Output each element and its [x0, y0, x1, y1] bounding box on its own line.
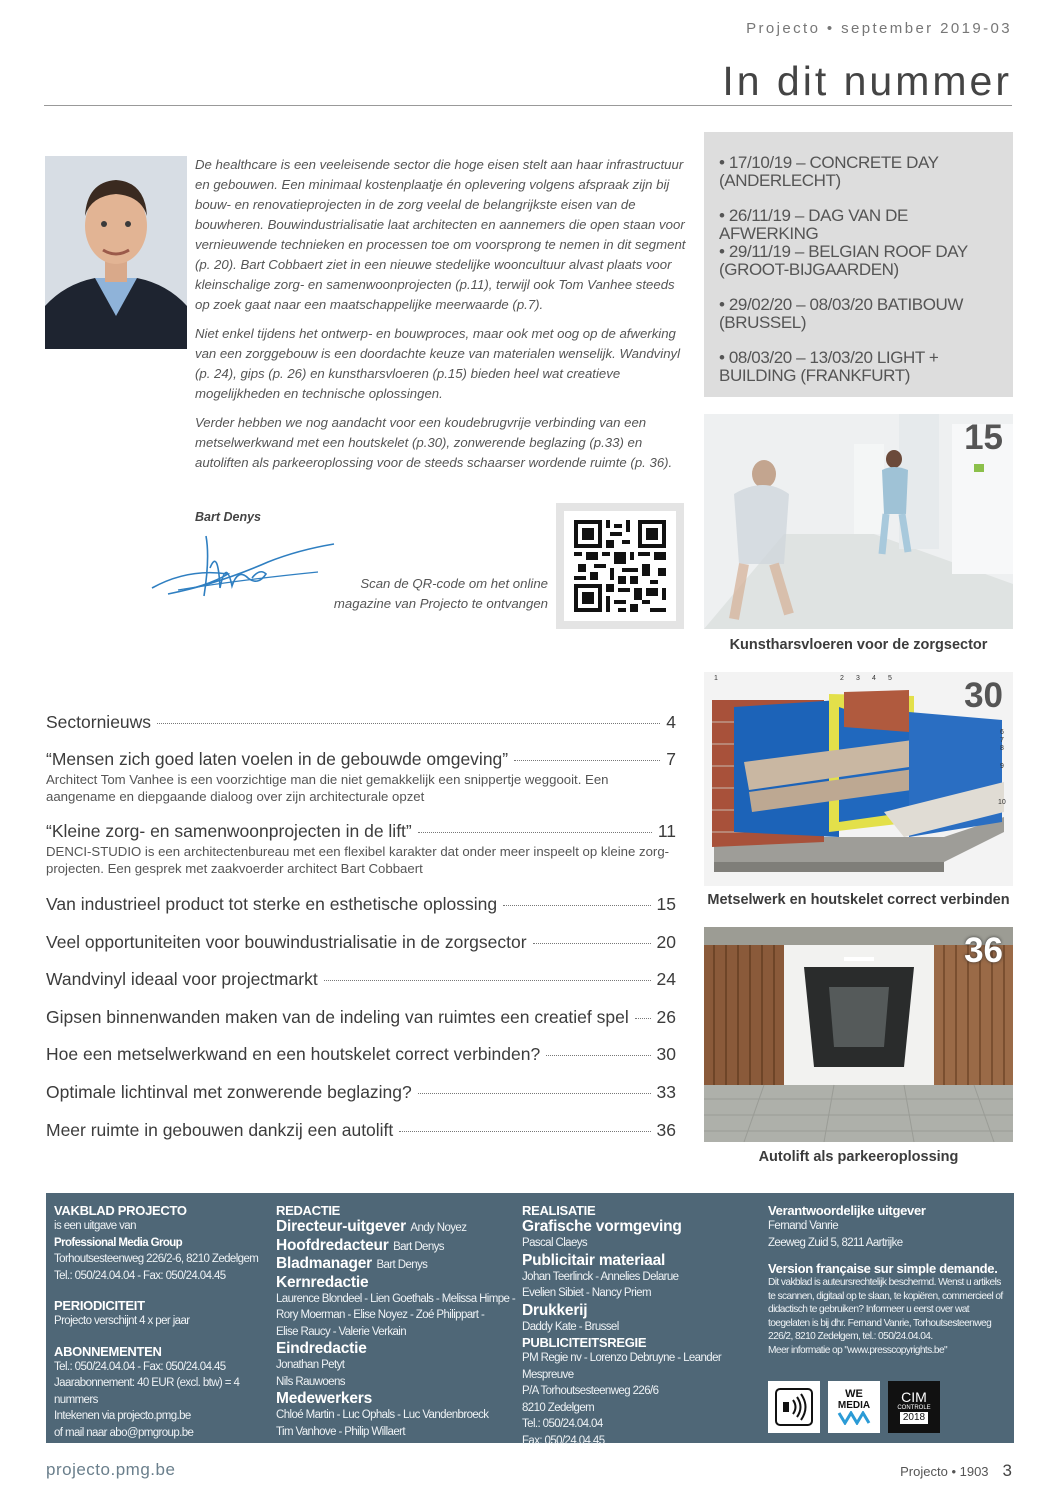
feature-caption: Metselwerk en houtskelet correct verbinden [707, 892, 1010, 908]
colophon-line: Zeeweg Zuid 5, 8211 Aartrijke [768, 1236, 903, 1249]
toc-title: “Kleine zorg- en samenwoonprojecten in de lift” [46, 821, 412, 841]
toc-title: Meer ruimte in gebouwen dankzij een autolift [46, 1120, 394, 1140]
colophon-heading: REDACTIE [276, 1203, 341, 1218]
diagram-label: 4 [872, 675, 876, 682]
qr-code[interactable] [556, 503, 684, 629]
colophon-line: is een uitgave van [54, 1220, 136, 1232]
logo-text: WE [845, 1388, 863, 1400]
colophon-line: Chloé Martin - Luc Ophals - Luc Vandenbroeck [276, 1409, 489, 1421]
qr-code-icon [574, 520, 666, 612]
audio-logo [768, 1381, 820, 1433]
colophon-line: Laurence Blondeel - Lien Goethals - Melissa Himpe - [276, 1292, 516, 1305]
editor-portrait [45, 156, 187, 349]
colophon-line: Pascal Claeys [522, 1237, 588, 1249]
event-item: • 08/03/20 – 13/03/20 LIGHT + BUILDING (FRANKFURT) [719, 348, 939, 385]
editorial-text [195, 155, 687, 482]
colophon-heading: Version française sur simple demande. [768, 1261, 998, 1276]
feature-page-number: 15 [964, 418, 1003, 457]
feature-diagram-wall[interactable] [704, 672, 1013, 886]
cim-logo [888, 1381, 940, 1433]
event-item: • 26/11/19 – DAG VAN DE AFWERKING [719, 206, 908, 243]
toc-page: 24 [656, 969, 676, 989]
toc-item[interactable] [46, 712, 676, 733]
event-item: • 29/11/19 – BELGIAN ROOF DAY (GROOT-BIJGAARDEN) [719, 242, 968, 279]
logo-text: 2018 [900, 1412, 928, 1424]
feature-page-number: 30 [964, 676, 1003, 715]
colophon-person: Bart Denys [393, 1240, 444, 1253]
feature-caption: Kunstharsvloeren voor de zorgsector [729, 637, 988, 653]
colophon-line: Daddy Kate - Brussel [522, 1320, 619, 1333]
colophon-line: Fax: 050/24.04.45 [522, 1434, 605, 1447]
colophon-person: Andy Noyez [410, 1222, 467, 1234]
toc-description: DENCI-STUDIO is een architectenbureau met een flexibel karakter dat onder meer inspeelt op kleine zorg-projecten. Een gesprek met zaakvoerder architect Bart Cobbaert [46, 844, 670, 876]
copyright-link[interactable]: Meer informatie op "www.presscopyrights.be" [768, 1344, 948, 1356]
toc-page: 20 [656, 932, 676, 952]
colophon-line: Tel.: 050/24.04.04 - Fax: 050/24.04.45 [54, 1360, 226, 1373]
colophon-publisher [54, 1203, 274, 1441]
colophon-role: Grafische vormgeving [522, 1218, 682, 1235]
speaker-icon [774, 1387, 814, 1427]
colophon-line: Tel.: 050/24.04.04 [522, 1418, 603, 1430]
toc-title: Wandvinyl ideaal voor projectmarkt [46, 969, 318, 989]
toc-title: “Mensen zich goed laten voelen in de gebouwde omgeving” [46, 749, 509, 769]
qr-instruction: Scan de QR-code om het online magazine van Projecto te ontvangen [333, 576, 548, 611]
we-media-mark-icon [837, 1411, 871, 1425]
colophon-heading: REALISATIE [522, 1203, 596, 1218]
colophon-role: Directeur-uitgever [276, 1218, 406, 1235]
toc-item[interactable] [46, 894, 676, 915]
editorial-paragraph: Verder hebben we nog aandacht voor een koudebrugvrije verbinding van een metselwerkwand met een houtskelet (p.30), zonwerende beglazing (p.33) en autoliften als parkeeroplossing voor de steeds schaarser wordende ruimte (p. 36). [195, 415, 673, 470]
toc-page: 36 [656, 1120, 676, 1140]
issue-label: Projecto • 1903 [900, 1464, 989, 1479]
colophon-line: Fernand Vanrie [768, 1220, 839, 1232]
toc-page: 26 [656, 1007, 676, 1027]
colophon-line: Tim Vanhove - Philip Willaert [276, 1425, 405, 1438]
diagram-label: 9 [1000, 763, 1004, 770]
toc-title: Veel opportuniteiten voor bouwindustrialisatie in de zorgsector [46, 932, 527, 952]
feature-page-number: 36 [964, 931, 1003, 970]
feature-caption: Autolift als parkeeroplossing [758, 1149, 959, 1165]
toc-title: Optimale lichtinval met zonwerende beglazing? [46, 1082, 412, 1102]
colophon-legal [768, 1203, 1008, 1357]
toc-page: 30 [656, 1044, 676, 1064]
colophon-line: Jaarabonnement: 40 EUR (excl. btw) = 4 nummers [54, 1377, 240, 1406]
colophon-person: Bart Denys [376, 1259, 428, 1271]
event-item: • 29/02/20 – 08/03/20 BATIBOUW (BRUSSEL) [719, 295, 964, 332]
event-item: • 17/10/19 – CONCRETE DAY (ANDERLECHT) [719, 153, 939, 190]
copyright-notice: Dit vakblad is auteursrechtelijk beschermd. Wenst u artikels te scannen, digitaal op te slaan, te kopiëren, commercieel of didactisch te gebruiken? Informeer u eerst over wat toegelaten is bij dhr. Fernand Vanrie, Torhoutsesteenweg 226/2, 8210 Zedelgem, tel.: 050/24.04.04. [768, 1277, 1003, 1342]
toc-title: Van industrieel product tot sterke en esthetische oplossing [46, 894, 498, 914]
toc-page: 33 [656, 1082, 676, 1102]
colophon-role: Hoofdredacteur [276, 1236, 389, 1254]
diagram-label: 5 [888, 675, 892, 682]
colophon-line: Evelien Sibiet - Nancy Priem [522, 1287, 651, 1299]
colophon-line: Torhoutsesteenweg 226/2-6, 8210 Zedelgem [54, 1253, 259, 1265]
page-number: 3 [1002, 1461, 1012, 1480]
colophon-heading: PERIODICITEIT [54, 1298, 145, 1313]
diagram-label: 7 [1000, 737, 1004, 744]
issue-meta: Projecto • september 2019-03 [746, 20, 1012, 37]
toc-item[interactable] [46, 1044, 676, 1065]
toc-item[interactable] [46, 1120, 676, 1141]
colophon-line: Jonathan Petyt [276, 1359, 345, 1371]
header-divider [44, 105, 1012, 106]
toc-title: Gipsen binnenwanden maken van de indeling van ruimtes een creatief spel [46, 1007, 629, 1027]
logo-text: CONTROLE [897, 1405, 931, 1411]
colophon-line[interactable]: Intekenen via projecto.pmg.be [54, 1410, 191, 1422]
diagram-label: 1 [714, 675, 718, 682]
colophon-line: PM Regie nv - Lorenzo Debruyne - Leander Mespreuve [522, 1352, 722, 1381]
colophon-role: Bladmanager [276, 1255, 372, 1272]
colophon-line[interactable]: of mail naar abo@pmgroup.be [54, 1426, 194, 1439]
partner-logos [768, 1381, 940, 1433]
diagram-label: 8 [1000, 745, 1004, 752]
feature-photo-corridor[interactable] [704, 414, 1013, 629]
toc-page: 15 [656, 894, 676, 914]
colophon-line: Projecto verschijnt 4 x per jaar [54, 1315, 190, 1327]
colophon-panel [46, 1193, 1014, 1447]
logo-text: CIM [901, 1389, 927, 1405]
page-title: In dit nummer [722, 58, 1012, 104]
toc-page: 11 [657, 821, 676, 841]
colophon-editorial [276, 1203, 516, 1440]
colophon-role: Publicitair materiaal [522, 1251, 666, 1269]
colophon-line: Rory Moerman - Elise Noyez - Zoé Philippart - [276, 1309, 485, 1321]
colophon-production [522, 1203, 762, 1449]
colophon-line: P/A Torhoutsesteenweg 226/6 [522, 1385, 659, 1397]
colophon-line: Elise Raucy - Valerie Verkain [276, 1325, 407, 1338]
editorial-paragraph: De healthcare is een veeleisende sector die hoge eisen stelt aan haar infrastructuur en gebouwen. Een minimaal kostenplaatje én oplevering volgens afspraak zijn bij bouw- en renovatieprojecten in de zorg veelal de belangrijkste eisen van de bouwheren. Bouwindustrialisatie laat architecten en aannemers die open staan voor vernieuwende technieken en processen toe om voorsprong te nemen in dit segment (p. 20). Bart Cobbaert ziet in een nieuwe stedelijke wooncultuur alvast plaats voor kleinschalige zorg- en samenwoonprojecten (p.11), terwijl ook Tom Vanhee steeds op zoek gaat naar een maatschappelijke meerwaarde (p.7). [195, 157, 686, 312]
logo-text: MEDIA [837, 1400, 871, 1411]
feature-photo-garage[interactable] [704, 927, 1013, 1142]
events-box [704, 132, 1013, 397]
toc-item[interactable] [46, 932, 676, 953]
toc-title: Sectornieuws [46, 712, 152, 732]
colophon-role: Kernredactie [276, 1273, 369, 1291]
toc-page: 4 [666, 712, 676, 732]
colophon-line: Johan Teerlinck - Annelies Delarue [522, 1270, 679, 1283]
toc-item[interactable] [46, 1007, 676, 1028]
colophon-role: Medewerkers [276, 1390, 373, 1407]
colophon-role: Drukkerij [522, 1301, 588, 1319]
diagram-label: 10 [998, 799, 1006, 806]
page-footer [900, 1461, 1012, 1481]
diagram-label: 6 [1000, 729, 1004, 736]
toc-item[interactable] [46, 821, 676, 877]
toc-description: Architect Tom Vanhee is een voorzichtige man die niet gemakkelijk een snippertje weggooit. Een aangename en diepgaande dialoog over zijn architecturale opzet [46, 772, 609, 804]
colophon-heading: VAKBLAD PROJECTO [54, 1203, 187, 1218]
colophon-line: Tel.: 050/24.04.04 - Fax: 050/24.04.45 [54, 1269, 226, 1282]
colophon-heading: Verantwoordelijke uitgever [768, 1203, 926, 1218]
colophon-role: Eindredactie [276, 1340, 367, 1357]
toc-page: 7 [666, 749, 676, 769]
diagram-label: 3 [856, 675, 860, 682]
diagram-label: 2 [840, 675, 844, 682]
colophon-line: Nils Rauwoens [276, 1375, 345, 1388]
author-name: Bart Denys [195, 510, 261, 524]
toc-item[interactable] [46, 749, 676, 805]
we-media-logo [828, 1381, 880, 1433]
toc-title: Hoe een metselwerkwand en een houtskelet correct verbinden? [46, 1044, 541, 1064]
toc-item[interactable] [46, 969, 676, 990]
editorial-paragraph: Niet enkel tijdens het ontwerp- en bouwproces, maar ook met oog op de afwerking van een zorggebouw is een doordachte keuze van materialen wenselijk. Wandvinyl (p. 24), gips (p. 26) en kunstharsvloeren (p.15) bieden heel wat creatieve mogelijkheden en technische oplossingen. [195, 326, 681, 401]
colophon-heading: ABONNEMENTEN [54, 1343, 162, 1359]
site-link[interactable]: projecto.pmg.be [46, 1460, 176, 1479]
colophon-heading: PUBLICITEITSREGIE [522, 1335, 647, 1350]
colophon-line: 8210 Zedelgem [522, 1401, 595, 1414]
colophon-line: Professional Media Group [54, 1236, 183, 1249]
toc-item[interactable] [46, 1082, 676, 1103]
